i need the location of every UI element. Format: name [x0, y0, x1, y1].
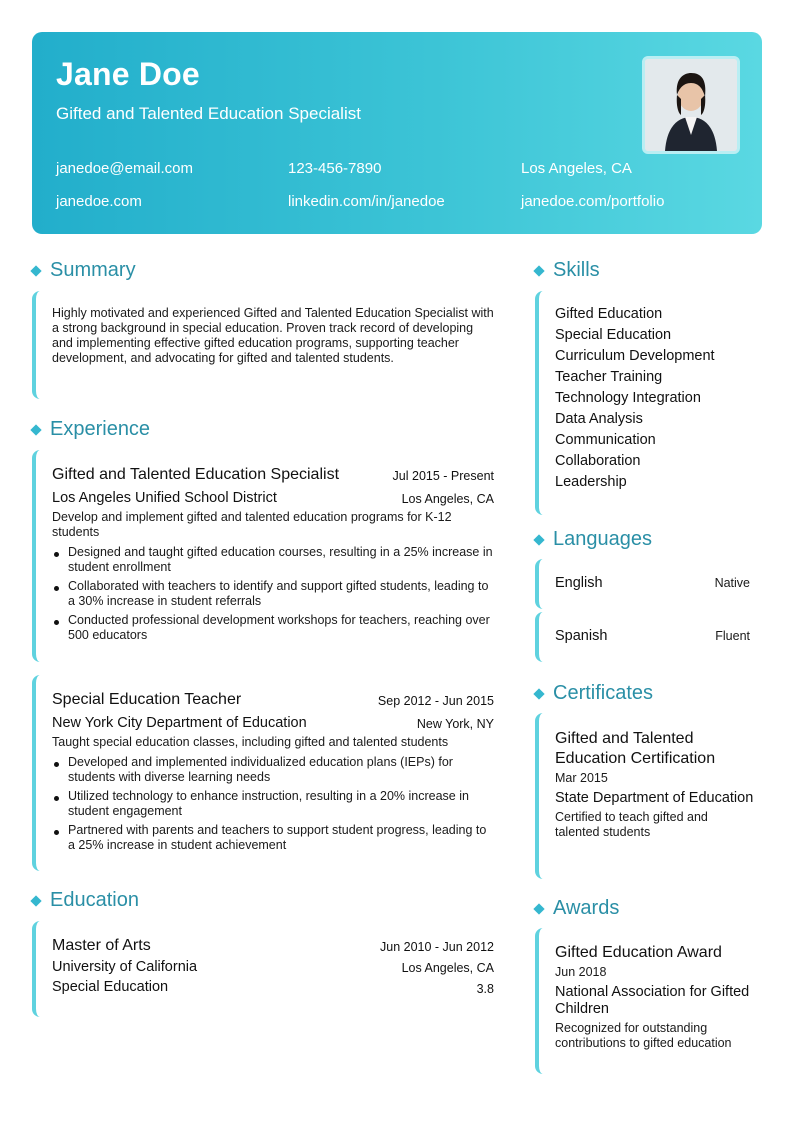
experience-card	[32, 675, 498, 871]
job-dates: Jul 2015 - Present	[392, 469, 494, 483]
awards-heading	[533, 897, 619, 920]
job-dates: Sep 2012 - Jun 2015	[377, 694, 494, 708]
job-description: Taught special education classes, including gifted and talented students	[52, 735, 449, 749]
experience-heading	[30, 418, 150, 441]
certificates-heading-label: Certificates	[553, 682, 654, 704]
job-location: New York, NY	[416, 717, 494, 731]
degree: Master of Arts	[52, 937, 151, 954]
job-location: Los Angeles, CA	[401, 492, 494, 506]
candidate-name: Jane Doe	[56, 56, 200, 92]
profile-photo	[642, 56, 740, 154]
education-heading	[30, 889, 139, 912]
education-dates: Jun 2010 - Jun 2012	[380, 940, 494, 954]
job-role: Special Education Teacher	[52, 691, 242, 708]
diamond-icon	[533, 265, 544, 276]
website-text: janedoe.com	[56, 193, 142, 210]
resume-header	[32, 32, 762, 234]
job-bullet: Conducted professional development workshops for teachers, reaching over 500 educators	[52, 613, 494, 643]
languages-heading	[533, 528, 652, 551]
award-card	[535, 928, 766, 1074]
diamond-icon	[30, 265, 41, 276]
linkedin-text: linkedin.com/in/janedoe	[288, 193, 445, 210]
candidate-title: Gifted and Talented Education Specialist	[56, 104, 361, 123]
skill-item: Communication	[555, 432, 656, 448]
certificate-description: Certified to teach gifted and talented students	[555, 810, 708, 839]
job-org: New York City Department of Education	[52, 715, 307, 731]
skills-list	[555, 304, 715, 493]
language-name: Spanish	[555, 628, 608, 644]
job-bullets	[52, 755, 494, 853]
skill-item: Technology Integration	[555, 390, 701, 406]
gpa: 3.8	[476, 982, 494, 996]
job-bullet: Utilized technology to enhance instruction, resulting in a 20% increase in student engagement	[52, 789, 494, 819]
diamond-icon	[30, 895, 41, 906]
job-bullets	[52, 545, 494, 643]
certificate-issuer: State Department of Education	[555, 790, 754, 806]
language-level: Native	[714, 576, 750, 590]
language-name: English	[555, 575, 603, 591]
award-name: Gifted Education Award	[555, 944, 722, 961]
award-issuer: National Association for Gifted Children	[555, 984, 750, 1017]
portfolio-text: janedoe.com/portfolio	[521, 193, 665, 210]
diamond-icon	[533, 534, 544, 545]
skill-item: Teacher Training	[555, 369, 663, 385]
job-role: Gifted and Talented Education Specialist	[52, 466, 340, 483]
language-card	[535, 612, 766, 662]
job-bullet: Partnered with parents and teachers to support student progress, leading to a 25% increase in student achievement	[52, 823, 494, 853]
email-text: janedoe@email.com	[56, 160, 193, 177]
language-card	[535, 559, 766, 609]
job-bullet: Collaborated with teachers to identify and support gifted students, leading to a 30% increase in student referrals	[52, 579, 494, 609]
diamond-icon	[533, 903, 544, 914]
skill-item: Collaboration	[555, 453, 641, 469]
skills-heading-label: Skills	[553, 259, 600, 281]
education-card	[32, 921, 498, 1017]
skill-item: Data Analysis	[555, 411, 643, 427]
summary-heading-label: Summary	[50, 259, 136, 281]
skill-item: Gifted Education	[555, 306, 663, 322]
awards-heading-label: Awards	[553, 897, 620, 919]
summary-text: Highly motivated and experienced Gifted and Talented Education Specialist with a strong background in special education. Proven track record of developing and implementing effective gifted education programs, supporting teacher development, and advocating for gifted and talented students.	[52, 306, 494, 365]
field-of-study: Special Education	[52, 979, 169, 995]
certificates-heading	[533, 682, 653, 705]
experience-heading-label: Experience	[50, 418, 151, 440]
school: University of California	[52, 959, 198, 975]
job-bullet: Developed and implemented individualized education plans (IEPs) for students with diverse learning needs	[52, 755, 494, 785]
summary-heading	[30, 259, 136, 282]
languages-heading-label: Languages	[553, 528, 652, 550]
certificate-date: Mar 2015	[555, 771, 608, 785]
location-text: Los Angeles, CA	[521, 160, 632, 177]
experience-card	[32, 450, 498, 662]
language-level: Fluent	[715, 629, 750, 643]
award-description: Recognized for outstanding contributions to gifted education	[555, 1021, 732, 1050]
certificate-name: Gifted and Talented Education Certification	[555, 730, 716, 767]
diamond-icon	[533, 688, 544, 699]
award-date: Jun 2018	[555, 965, 607, 979]
skill-item: Leadership	[555, 474, 627, 490]
job-org: Los Angeles Unified School District	[52, 490, 277, 506]
education-heading-label: Education	[50, 889, 139, 911]
skill-item: Curriculum Development	[555, 348, 715, 364]
diamond-icon	[30, 424, 41, 435]
phone-text: 123-456-7890	[288, 160, 382, 177]
job-description: Develop and implement gifted and talented education programs for K-12 students	[52, 510, 452, 539]
job-bullet: Designed and taught gifted education courses, resulting in a 25% increase in student enrollment	[52, 545, 494, 575]
skills-card	[535, 291, 766, 515]
skill-item: Special Education	[555, 327, 672, 343]
certificate-card	[535, 713, 766, 879]
skills-heading	[533, 259, 600, 282]
summary-card	[32, 291, 498, 399]
education-location: Los Angeles, CA	[401, 961, 494, 975]
